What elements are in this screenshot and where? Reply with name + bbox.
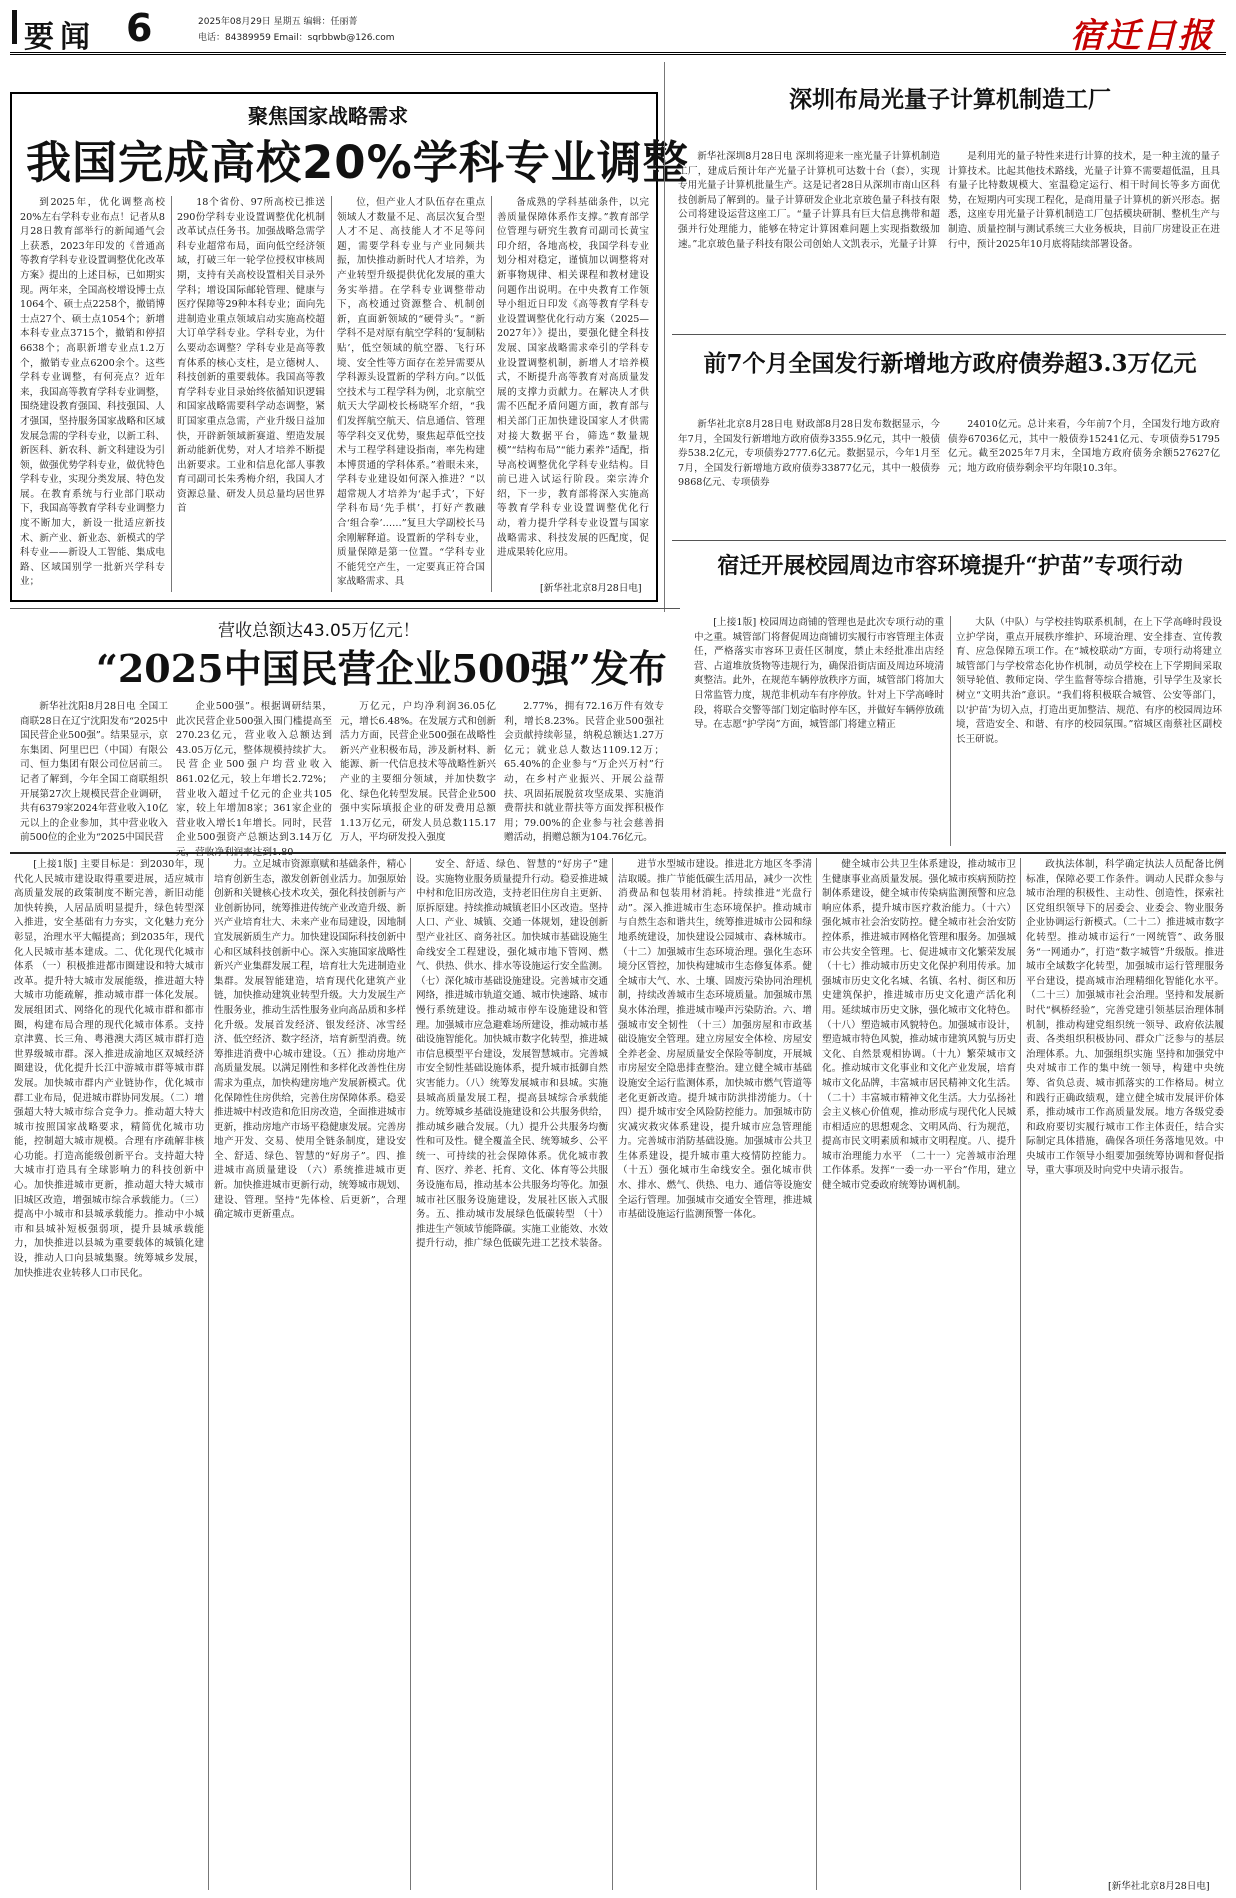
city-story-col-2 bbox=[214, 858, 406, 1890]
quantum-story-headline: 深圳布局光量子计算机制造工厂 bbox=[789, 86, 1111, 113]
bonds-story-headline: 前7个月全国发行新增地方政府债券超3.3万亿元 bbox=[703, 350, 1197, 377]
city-story-text-1: [上接1版] 主要目标是：到2030年，现代化人民城市建设取得重要进展，适应城市高质量发展的政策制度不断完善，新旧动能加快转换，人居品质明显提升，绿色转型深入推进，安全基础有力夯实，文化魅力充分彰显，治理水平大幅提高；到2035年，现代化人民城市基本建成。二、优化现代化城市体系 （一）积极推进都市圈建设和特大城市改革。提升特大城市发展能级，推进超大特大城市功能疏解，推动城市群一体化发展。发展组团式、网络化的现代化城市群和都市圈，构建布局合理的现代化城市体系。支持京津冀、长三角、粤港澳大湾区城市群打造世界级城市群。深入推进成渝地区双城经济圈建设，优化提升长江中游城市群等城市群发展。加快城市群内产业链协作，优化城市群工业布局，促进城市群协同发展。（二）增强超大特大城市综合竞争力。推动超大特大城市按照国家战略要求，精简优化城市功能，控制超大城市规模。合理有序疏解非核心功能。打造高能级创新平台。支持超大特大城市打造具有全球影响力的科技创新中心。加快推进城市更新，推动超大特大城市旧城区改造，增强城市综合承载能力。（三）提高中小城市和县城承载能力。推动中小城市和县城补短板强弱项，提升县城承载能力，加快推进以县城为重要载体的城镇化建设，推动人口向县城集聚。统筹城乡发展，加快推进农业转移人口市民化。 bbox=[14, 859, 204, 1279]
lead-story-text-4: 备成熟的学科基础条件，以完善质量保障体系作支撑。”教育部学位管理与研究生教育司副司长黄宝印介绍，各地高校，我国学科专业划分相对稳定，谨慎加以调整将对新事物规律、相关课程和教材建设问题作出说明。在中央教育工作领导小组近日印发《高等教育学科专业设置调整优化行动方案（2025—2027年）》提出，要强化健全科技发展、国家战略需求牵引的学科专业设置调整机制，新增人才培养模式，不断提升高等教育对高质量发展的支撑力贡献力。在解决人才供需不匹配矛盾问题方面，教育部与相关部门正加快建设国家人才供需对接大数据平台，筛选“数量规模”“结构布局”“能力素养”适配，指导高校调整优化学科专业结构。目前已进入试运行阶段。栾宗涛介绍，下一步，教育部将深入实施高等教育学科专业设置调整优化行动，着力提升学科专业设置与国家战略需求、科技发展的匹配度，促进成果转化应用。 bbox=[497, 197, 649, 559]
column-rule bbox=[208, 858, 209, 1890]
enterprise-story-col-4 bbox=[504, 700, 664, 846]
masthead bbox=[0, 0, 1236, 58]
lead-story-credit: [新华社北京8月28日电] bbox=[540, 583, 642, 594]
column-rule bbox=[491, 196, 492, 592]
meta-date-editor: 2025年08月29日 星期五 编辑：任丽菁 bbox=[198, 17, 358, 27]
lead-story-text-1: 到2025年，优化调整高校20%左右学科专业布点！记者从8月28日教育部举行的新闻通气会上获悉，2023年印发的《普通高等教育学科专业设置调整优化改革方案》提出的上述目标，已如期实现。两年来，全国高校增设博士点1064个、硕士点2258个，撤销博士点27个、硕士点1054个；新增本科专业点3715个，撤销和停招6638个；高职新增专业点1.2万个，撤销专业点6200余个。这些学科专业调整，有何亮点？近年来，我国高等教育学科专业调整，围绕建设教育强国、科技强国、人才强国，坚持服务国家战略和区域发展急需的学科专业，以新工科、新医科、新农科、新文科建设为引领，做强优势学科专业，做优特色学科专业，实现分类发展、特色发展。在教育系统与行业部门联动下，我国高等教育学科专业调整力度不断加大，新设一批适应新技术、新产业、新业态、新模式的学科专业——新设人工智能、集成电路、区域国别学一批新兴学科专业； bbox=[20, 197, 165, 588]
masthead-rule bbox=[10, 52, 1226, 55]
masthead-bar bbox=[12, 10, 17, 44]
meta-contact: 电话：84389959 Email：sqrbbwb@126.com bbox=[198, 33, 395, 43]
campus-story-text-2: 大队（中队）与学校挂钩联系机制，在上下学高峰时段设立护学岗，重点开展秩序维护、环境治理、安全排查、宣传教育、应急保障五项工作。在“城校联动”方面，专项行动将建立城管部门与学校常态化协作机制，动员学校在上下学期间采取领导轮值、教师定岗、学生监督等综合措施，引导学生及家长树立“文明共治”意识。“我们将积极联合城管、公安等部门，以‘护苗’为切入点，打造出更加整洁、规范、有序的校园周边环境，营造安全、和谐、有序的校园氛围。”宿城区南蔡社区副校长王研说。 bbox=[956, 617, 1222, 745]
quantum-story-col-1 bbox=[678, 150, 940, 328]
campus-story-headline: 宿迁开展校园周边市容环境提升“护苗”专项行动 bbox=[717, 553, 1183, 579]
enterprise-story-text-3: 万亿元，户均净利润36.05亿元，增长6.48%。在发展方式和创新活力方面，民营企业500强在战略性新兴产业积极布局，涉及新材料、新能源、新一代信息技术等战略性新兴产业的主要细分领域，并加快数字化、绿色化转型发展。民营企业500强中实际填报企业的研发费用总额1.13万亿元，研发人员总数115.17万人，平均研发投入强度 bbox=[340, 701, 496, 844]
bonds-story-text-2: 24010亿元。总计来看，今年前7个月，全国发行地方政府债券67036亿元，其中一般债券15241亿元、专项债券51795亿元。截至2025年7月末，全国地方政府债务余额527627亿元；地方政府债券剩余平均年限10.3年。 bbox=[948, 419, 1220, 474]
enterprise-story-text-1: 新华社沈阳8月28日电 全国工商联28日在辽宁沈阳发布“2025中国民营企业500强”。结果显示，京东集团、阿里巴巴（中国）有限公司、恒力集团有限公司位居前三。记者了解到，今年全国工商联组织开展第27次上规模民营企业调研，共有6379家2024年营业收入10亿元以上的企业参加，其中营业收入前500位的企业为“2025中国民营 bbox=[20, 701, 168, 844]
quantum-story-text-2: 是利用光的量子特性来进行计算的技术，是一种主流的量子计算技术。比起其他技术路线，光量子计算不需要超低温，且具有量子比特数规模大、室温稳定运行、相干时间长等多方面优势，在短期内可实现工程化，是商用量子计算机的新兴形态。据悉，这座专用光量子计算机制造工厂包括模块研制、整机生产与制造、质量控制与测试系统三大业务板块，目前厂房建设正在进行中，预计2025年10月底将陆续部署设备。 bbox=[948, 151, 1220, 250]
city-story-text-5: 健全城市公共卫生体系建设，推动城市卫生健康事业高质量发展。强化城市疾病预防控制体系建设，健全城市传染病监测预警和应急响应体系，提升城市医疗救治能力。（十六）强化城市社会治安防控。健全城市社会治安防控体系，推进城市网格化管理和服务。加强城市公共安全管理。七、促进城市文化繁荣发展 （十七）推动城市历史文化保护利用传承。加强城市历史文化名城、名镇、名村、街区和历史建筑保护，推进城市历史文化遗产活化利用。延续城市历史文脉，强化城市文化特色。（十八）塑造城市风貌特色。加强城市设计，塑造城市特色风貌，推动城市建筑风貌与历史文化、自然景观相协调。（十九）繁荣城市文化。推动城市文化事业和文化产业发展，培育城市文化品牌，丰富城市居民精神文化生活。（二十）丰富城市精神文化生活。大力弘扬社会主义核心价值观，推动形成与现代化人民城市相适应的思想观念、文明风尚、行为规范，提高市民文明素质和城市文明程度。八、提升城市治理能力水平 （二十一）完善城市治理工作体系。发挥“一委一办一平台”作用，建立健全城市党委政府统筹协调机制。 bbox=[822, 859, 1016, 1192]
city-story-col-4 bbox=[618, 858, 812, 1890]
enterprise-story-text-2: 企业500强”。根据调研结果，此次民营企业500强入围门槛提高至270.23亿元，营业收入总额达到43.05万亿元，整体规模持续扩大。民营企业500强户均营业收入861.02亿元，较上年增长2.72%；营业收入超过千亿元的企业共105家，较上年增加8家；361家企业的营业收入增长1年增长。同时，民营企业500强资产总额达到3.14万亿元，营收净利润率达到1.80 bbox=[176, 701, 332, 858]
city-story-credit: [新华社北京8月28日电] bbox=[1108, 1881, 1210, 1892]
lead-story-col-1 bbox=[20, 196, 165, 592]
bonds-story-col-1 bbox=[678, 418, 940, 536]
quantum-story-col-2 bbox=[948, 150, 1220, 328]
campus-story-text-1: [上接1版] 校园周边商铺的管理也是此次专项行动的重中之重。城管部门将督促周边商铺切实履行市容管理主体责任，严格落实市容环卫责任区制度，禁止未经批准出店经营、占道堆放货物等违规行为，确保沿街店面及周边环境清爽整洁。此外，在规范车辆停放秩序方面，城管部门将加大日常监管力度，规范非机动车有序停放。针对上下学高峰时段，将联合交警等部门划定临时停车区，并做好车辆停放疏导。在志愿“护学岗”方面，城管部门将建立精正 bbox=[694, 617, 944, 731]
lead-story-col-4 bbox=[497, 196, 649, 577]
column-rule bbox=[816, 858, 817, 1890]
lead-story-col-2 bbox=[177, 196, 325, 592]
section-divider bbox=[10, 852, 1226, 854]
lead-story-text-3: 位，但产业人才队伍存在重点领域人才数量不足、高层次复合型人才不足、高技能人才不足等问题，需要学科专业与产业同频共振，加快推动新时代人才培养，为产业转型升级提供优化发展的重大务实举措。在学科专业调整带动下，高校通过资源整合、机制创新，直面新领域的“硬骨头”。“新学科不是对原有航空学科的‘复制粘贴’，低空领域的航空器、飞行环境、安全性等方面存在差异需要从学科源头设置新的学科方向。”以低空技术与工程学科为例，北京航空航天大学副校长杨晓军介绍，“我们发挥航空航天、信息通信、管理等学科交叉优势，聚焦起草低空技术与工程学科建设指南，率先构建本博贯通的学科体系。”着眼未来，学科专业建设如何深入推进？“以超常规人才培养为‘起手式’，下好学科布局‘先手棋’，打好产教融合‘组合拳’……”复旦大学副校长马余刚解释道。设置新的学科专业，质量保障是第一位置。“学科专业不能凭空产生，一定要真正符合国家战略需求、具 bbox=[337, 197, 485, 588]
page-number: 6 bbox=[126, 6, 153, 50]
column-rule bbox=[331, 196, 332, 592]
column-rule bbox=[171, 196, 172, 592]
section-divider bbox=[10, 608, 680, 609]
city-story-text-2: 力。立足城市资源禀赋和基础条件，精心培育创新生态，激发创新创业活力。加强原始创新和关键核心技术攻关，强化科技创新与产业创新协同，统筹推进传统产业改造升级、新兴产业培育壮大、未来产业布局建设，因地制宜发展新质生产力。加快建设国际科技创新中心和区域科技创新中心。深入实施国家战略性新兴产业集群发展工程，培育壮大先进制造业集群。发展智能建造，培育现代化建筑产业链，加快推动建筑业转型升级。大力发展生产性服务业，推动生活性服务业向高品质和多样化升级。发展首发经济、银发经济、冰雪经济、低空经济、数字经济，培育新型消费。统筹推进消费中心城市建设。（五）推动房地产高质量发展。以满足刚性和多样化改善性住房需求为重点，加快构建房地产发展新模式。优化保障性住房供给，完善住房保障体系。稳妥推进城中村改造和危旧房改造，全面推进城市更新，推动房地产市场平稳健康发展。完善房地产开发、交易、使用全链条制度，建设安全、舒适、绿色、智慧的“好房子”。四、推进城市高质量建设 （六）系统推进城市更新。加快推进城市更新行动，统筹城市规划、建设、管理。坚持“先体检、后更新”，合理确定城市更新重点。 bbox=[214, 859, 406, 1221]
lead-story-headline: 我国完成高校20%学科专业调整 bbox=[26, 136, 689, 189]
bonds-story-col-2 bbox=[948, 418, 1220, 536]
city-story-col-1 bbox=[14, 858, 204, 1890]
section-divider bbox=[672, 540, 1226, 541]
city-story-col-6 bbox=[1026, 858, 1224, 1874]
city-story-text-4: 进节水型城市建设。推进北方地区冬季清洁取暖。推广节能低碳生活用品，减少一次性消费品和包装用材消耗。持续推进“光盘行动”。深入推进城市生态环境保护。推动城市与自然生态和谐共生，统筹推进城市公园和绿地系统建设，加快建设公园城市、森林城市。（十二）加强城市生态环境治理。强化生态环境分区管控，加快构建城市生态修复体系。健全城市大气、水、土壤、固废污染协同治理机制，持续改善城市生态环境质量。加强城市黑臭水体治理，推进城市噪声污染防治。六、增强城市安全韧性 （十三）加强房屋和市政基础设施安全管理。建立房屋安全体检、房屋安全养老金、房屋质量安全保险等制度，开展城市房屋安全隐患排查整治。建立健全城市基础设施安全运行监测体系，加快城市燃气管道等老化更新改造。提升城市防洪排涝能力。（十四）提升城市安全风险防控能力。加强城市防灾减灾救灾体系建设，提升城市应急管理能力。完善城市消防基础设施。加强城市公共卫生体系建设，提升城市重大疫情防控能力。（十五）强化城市生命线安全。强化城市供水、排水、燃气、供热、电力、通信等设施安全运行管理。加强城市交通安全管理，推进城市基础设施运行监测预警一体化。 bbox=[618, 859, 812, 1221]
enterprise-story-col-1 bbox=[20, 700, 168, 846]
enterprise-story-text-4: 2.77%，拥有72.16万件有效专利，增长8.23%。民营企业500强社会贡献持续彰显，纳税总额达1.27万亿元；就业总人数达1109.12万；65.40%的企业参与“万企兴万村”行动，在乡村产业振兴、开展公益帮扶、巩固拓展脱贫攻坚成果、实施消费帮扶和就业帮扶等方面发挥积极作用；79.00%的企业参与社会慈善捐赠活动，捐赠总额为104.76亿元。 bbox=[504, 701, 664, 844]
column-rule bbox=[1020, 858, 1021, 1890]
section-title: 要闻 bbox=[24, 20, 96, 55]
enterprise-story-col-3 bbox=[340, 700, 496, 846]
city-story-text-6: 政执法体制，科学确定执法人员配备比例标准，保障必要工作条件。调动人民群众参与城市治理的积极性、主动性、创造性，探索社区党组织领导下的居委会、业委会、物业服务企业协调运行新模式。（二十二）推进城市数字化转型。推动城市运行“一网统管”、政务服务“一网通办”，打造“数字城管”升级版。推进城市全域数字化转型，加强城市运行管理服务平台建设，提高城市治理精细化智能化水平。（二十三）加强城市社会治理。坚持和发展新时代“枫桥经验”，完善党建引领基层治理体制机制，推动构建党组织统一领导、政府依法履责、各类组织积极协同、群众广泛参与的基层治理体系。九、加强组织实施 坚持和加强党中央对城市工作的集中统一领导，构建中央统筹、省负总责、城市抓落实的工作格局。树立和践行正确政绩观，建立健全城市发展评价体系，推动城市工作高质量发展。地方各级党委和政府要切实履行城市工作主体责任，结合实际制定具体措施，确保各项任务落地见效。中央城市工作领导小组要加强统筹协调和督促指导，重大事项及时向党中央请示报告。 bbox=[1026, 859, 1224, 1177]
city-story-text-3: 安全、舒适、绿色、智慧的“好房子”建设。实施物业服务质量提升行动。稳妥推进城中村和危旧房改造，支持老旧住房自主更新、原拆原建。持续推动城镇老旧小区改造。坚持人口、产业、城镇、交通一体规划，建设创新型产业社区、商务社区。加快城市基础设施生命线安全工程建设，强化城市地下管网、燃气、供热、供水、排水等设施运行安全监测。（七）深化城市基础设施建设。完善城市交通网络，推进城市轨道交通、城市快速路、城市慢行系统建设。推动城市停车设施建设和管理。加强城市应急避难场所建设，推动城市基础设施智能化。加快城市数字化转型，推进城市信息模型平台建设，发展智慧城市。完善城市安全韧性基础设施体系，提升城市抵御自然灾害能力。（八）统筹发展城市和县城。实施县城高质量发展工程，提高县城综合承载能力。统筹城乡基础设施建设和公共服务供给，推动城乡融合发展。（九）提升公共服务均衡性和可及性。健全覆盖全民、统筹城乡、公平统一、可持续的社会保障体系。优化城市教育、医疗、养老、托育、文化、体育等公共服务设施布局，推动基本公共服务均等化。加强城市社区服务设施建设，发展社区嵌入式服务。五、推动城市发展绿色低碳转型 （十）推进生产领域节能降碳。实施工业能效、水效提升行动，推广绿色低碳先进工艺技术装备。 bbox=[416, 859, 608, 1250]
enterprise-story-kicker: 营收总额达43.05万亿元！ bbox=[218, 621, 420, 641]
column-rule bbox=[410, 858, 411, 1890]
newspaper-logo: 宿迁日报 bbox=[1070, 16, 1214, 56]
lead-story-col-3 bbox=[337, 196, 485, 592]
enterprise-story-headline: “2025中国民营企业500强”发布 bbox=[96, 646, 667, 691]
city-story-col-3 bbox=[416, 858, 608, 1890]
lead-story-text-2: 18个省份、97所高校已推送290份学科专业设置调整优化机制改革试点任务书。加强战略急需学科专业超常布局，面向低空经济领域，打破三年一轮学位授权审核周期，支持有关高校设置相关目录外学科；增设国际邮轮管理、健康与医疗保障等29种本科专业；面向先进制造业重点领域启动实施高校超大订单学科专业。学科专业，为什么要动态调整？学科专业是高等教育体系的核心支柱，是立德树人、科技创新的重要载体。我国高等教育学科专业目录始终依循知识逻辑和国家战略需要科学动态调整，紧盯国家重点急需，产业升级日益加快，开辟新领域新赛道、塑造发展新动能新优势，对人才培养不断提出新要求。工业和信息化部人事教育司副司长朱秀梅介绍，我国人才资源总量、研发人员总量均居世界首 bbox=[177, 197, 325, 515]
city-story-col-5 bbox=[822, 858, 1016, 1890]
section-divider bbox=[672, 334, 1226, 335]
column-rule bbox=[664, 62, 665, 612]
campus-story-col-1 bbox=[694, 616, 944, 846]
lead-story-kicker: 聚焦国家战略需求 bbox=[248, 104, 408, 128]
column-rule bbox=[612, 858, 613, 1890]
column-rule bbox=[950, 616, 951, 846]
quantum-story-text-1: 新华社深圳8月28日电 深圳将迎来一座光量子计算机制造工厂，建成后预计年产光量子计算机可达数十台（套），实现专用光量子计算机批量生产。这是记者28日从深圳市南山区科技创新局了解到的。量子计算研发企业北京玻色量子科技有限公司将建设运营这座工厂。“量子计算具有巨大信息携带和超强并行处理能力，能够在特定计算困难问题上实现指数级加速。”北京玻色量子科技有限公司创始人文凯表示，光量子计算 bbox=[678, 151, 940, 250]
bonds-story-text-1: 新华社北京8月28日电 财政部8月28日发布数据显示，今年7月，全国发行新增地方政府债券3355.9亿元，其中一般债券538.2亿元，专项债券2777.6亿元。数据显示，今年1月至7月，全国发行新增地方政府债券33877亿元，其中一般债券9868亿元、专项债券 bbox=[678, 419, 940, 489]
enterprise-story-col-2 bbox=[176, 700, 332, 858]
campus-story-col-2 bbox=[956, 616, 1222, 846]
